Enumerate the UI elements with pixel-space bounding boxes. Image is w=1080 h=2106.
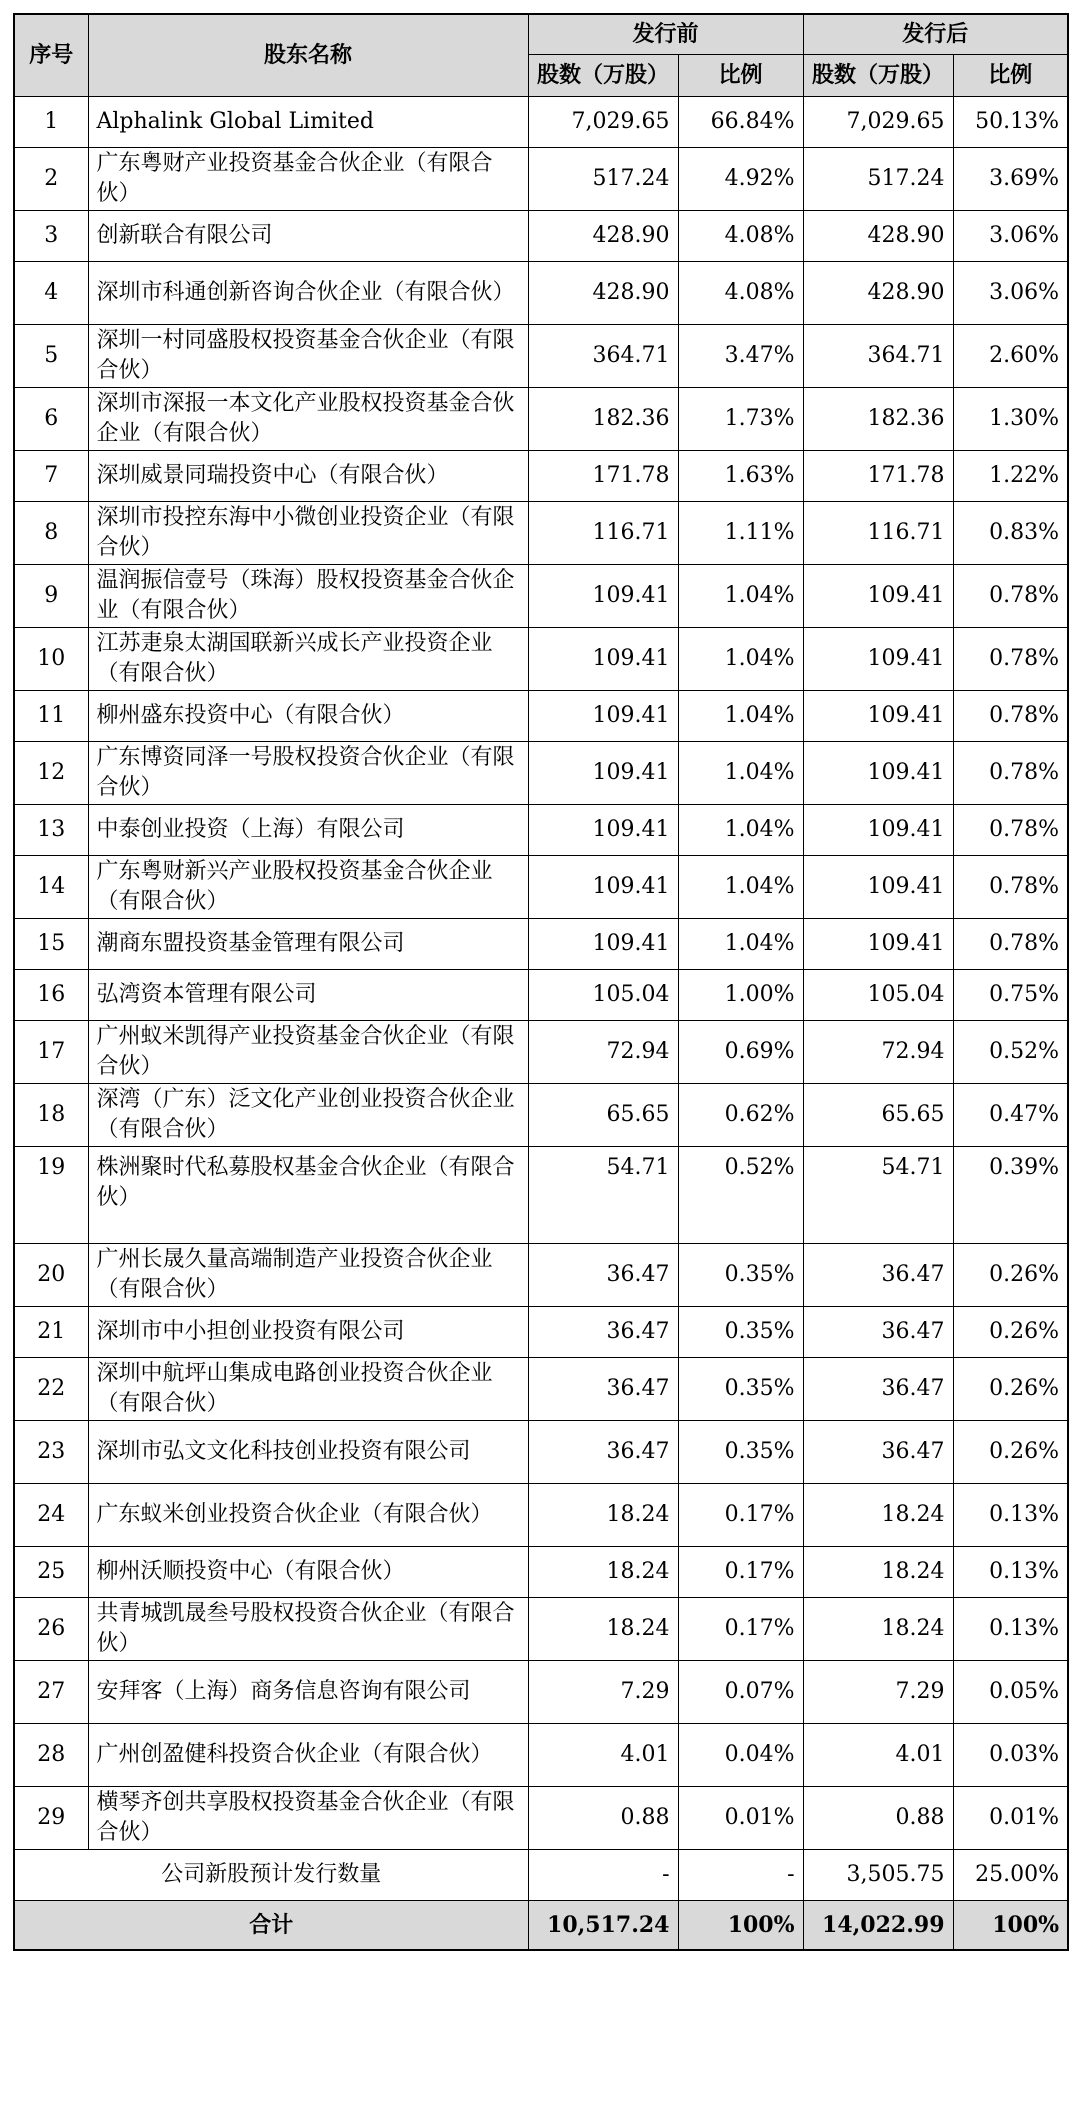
table-row (14, 690, 1068, 741)
table-row (14, 1243, 1068, 1306)
shareholder-name: 深圳市中小担创业投资有限公司 (88, 1306, 528, 1357)
header-name: 股东名称 (88, 14, 528, 96)
after-ratio: 0.75% (953, 969, 1068, 1020)
after-ratio: 0.39% (953, 1146, 1068, 1243)
after-ratio: 2.60% (953, 324, 1068, 387)
before-shares: 109.41 (528, 564, 678, 627)
before-ratio: 0.07% (678, 1660, 803, 1723)
shareholder-name: 深圳威景同瑞投资中心（有限合伙） (88, 450, 528, 501)
row-number: 2 (14, 147, 88, 210)
after-ratio: 3.06% (953, 210, 1068, 261)
before-ratio: 1.04% (678, 690, 803, 741)
before-shares: 364.71 (528, 324, 678, 387)
row-number: 22 (14, 1357, 88, 1420)
after-shares: 116.71 (803, 501, 953, 564)
before-shares: 109.41 (528, 627, 678, 690)
row-number: 24 (14, 1483, 88, 1546)
after-ratio: 0.13% (953, 1483, 1068, 1546)
before-ratio: 66.84% (678, 96, 803, 147)
after-shares: 7.29 (803, 1660, 953, 1723)
after-ratio: 0.26% (953, 1306, 1068, 1357)
before-ratio: 4.08% (678, 261, 803, 324)
shareholder-name: 深圳市科通创新咨询合伙企业（有限合伙） (88, 261, 528, 324)
before-shares: 182.36 (528, 387, 678, 450)
total-after-ratio: 100% (953, 1900, 1068, 1950)
table-body (14, 96, 1068, 1849)
before-ratio: 1.11% (678, 501, 803, 564)
shareholder-name: 广东蚁米创业投资合伙企业（有限合伙） (88, 1483, 528, 1546)
shareholder-name: 深湾（广东）泛文化产业创业投资合伙企业（有限合伙） (88, 1083, 528, 1146)
table-row (14, 96, 1068, 147)
shareholder-name: 深圳市弘文文化科技创业投资有限公司 (88, 1420, 528, 1483)
after-ratio: 1.22% (953, 450, 1068, 501)
after-ratio: 0.26% (953, 1357, 1068, 1420)
table-row (14, 324, 1068, 387)
after-ratio: 0.26% (953, 1243, 1068, 1306)
after-shares: 36.47 (803, 1420, 953, 1483)
after-shares: 109.41 (803, 855, 953, 918)
row-number: 28 (14, 1723, 88, 1786)
shareholder-name: 广州长晟久量高端制造产业投资合伙企业（有限合伙） (88, 1243, 528, 1306)
after-ratio: 0.78% (953, 855, 1068, 918)
after-shares: 54.71 (803, 1146, 953, 1243)
shareholder-name: 广东粤财产业投资基金合伙企业（有限合伙） (88, 147, 528, 210)
after-ratio: 0.78% (953, 627, 1068, 690)
before-ratio: 0.62% (678, 1083, 803, 1146)
before-shares: 109.41 (528, 918, 678, 969)
before-shares: 18.24 (528, 1483, 678, 1546)
total-before-ratio: 100% (678, 1900, 803, 1950)
after-shares: 109.41 (803, 741, 953, 804)
shareholder-name: 柳州沃顺投资中心（有限合伙） (88, 1546, 528, 1597)
after-ratio: 0.83% (953, 501, 1068, 564)
header-before-shares: 股数（万股） (528, 54, 678, 96)
shareholder-name: 安拜客（上海）商务信息咨询有限公司 (88, 1660, 528, 1723)
before-shares: 36.47 (528, 1420, 678, 1483)
before-shares: 54.71 (528, 1146, 678, 1243)
after-ratio: 0.47% (953, 1083, 1068, 1146)
row-number: 12 (14, 741, 88, 804)
after-shares: 72.94 (803, 1020, 953, 1083)
before-shares: 36.47 (528, 1357, 678, 1420)
after-ratio: 0.13% (953, 1546, 1068, 1597)
new-shares-label: 公司新股预计发行数量 (14, 1849, 528, 1900)
before-shares: 109.41 (528, 804, 678, 855)
new-shares-after-ratio: 25.00% (953, 1849, 1068, 1900)
shareholder-name: 深圳市投控东海中小微创业投资企业（有限合伙） (88, 501, 528, 564)
shareholder-name: 中泰创业投资（上海）有限公司 (88, 804, 528, 855)
new-shares-before-shares: - (528, 1849, 678, 1900)
before-shares: 65.65 (528, 1083, 678, 1146)
table-row (14, 1083, 1068, 1146)
after-shares: 428.90 (803, 261, 953, 324)
before-shares: 18.24 (528, 1546, 678, 1597)
after-ratio: 0.26% (953, 1420, 1068, 1483)
after-shares: 105.04 (803, 969, 953, 1020)
table-row (14, 1020, 1068, 1083)
shareholder-name: 弘湾资本管理有限公司 (88, 969, 528, 1020)
after-shares: 65.65 (803, 1083, 953, 1146)
after-shares: 18.24 (803, 1483, 953, 1546)
after-shares: 36.47 (803, 1306, 953, 1357)
before-ratio: 0.35% (678, 1243, 803, 1306)
before-shares: 116.71 (528, 501, 678, 564)
shareholder-name: 广东粤财新兴产业股权投资基金合伙企业（有限合伙） (88, 855, 528, 918)
row-number: 25 (14, 1546, 88, 1597)
table-row (14, 501, 1068, 564)
table-row (14, 855, 1068, 918)
row-number: 20 (14, 1243, 88, 1306)
before-shares: 0.88 (528, 1786, 678, 1849)
shareholder-name: 温润振信壹号（珠海）股权投资基金合伙企业（有限合伙） (88, 564, 528, 627)
before-shares: 428.90 (528, 210, 678, 261)
after-shares: 0.88 (803, 1786, 953, 1849)
after-shares: 109.41 (803, 804, 953, 855)
after-ratio: 50.13% (953, 96, 1068, 147)
before-ratio: 0.17% (678, 1483, 803, 1546)
row-number: 15 (14, 918, 88, 969)
new-shares-after-shares: 3,505.75 (803, 1849, 953, 1900)
before-ratio: 1.04% (678, 855, 803, 918)
row-number: 1 (14, 96, 88, 147)
after-shares: 18.24 (803, 1597, 953, 1660)
before-ratio: 4.92% (678, 147, 803, 210)
table-row (14, 1146, 1068, 1243)
before-shares: 72.94 (528, 1020, 678, 1083)
row-number: 4 (14, 261, 88, 324)
table-row (14, 741, 1068, 804)
before-shares: 7,029.65 (528, 96, 678, 147)
after-shares: 18.24 (803, 1546, 953, 1597)
before-ratio: 0.04% (678, 1723, 803, 1786)
total-label: 合计 (14, 1900, 528, 1950)
row-number: 26 (14, 1597, 88, 1660)
shareholder-name: 柳州盛东投资中心（有限合伙） (88, 690, 528, 741)
before-shares: 171.78 (528, 450, 678, 501)
before-ratio: 1.04% (678, 627, 803, 690)
row-number: 13 (14, 804, 88, 855)
after-shares: 109.41 (803, 918, 953, 969)
row-number: 11 (14, 690, 88, 741)
table-row (14, 1660, 1068, 1723)
before-ratio: 1.00% (678, 969, 803, 1020)
row-number: 16 (14, 969, 88, 1020)
row-number: 21 (14, 1306, 88, 1357)
before-shares: 109.41 (528, 741, 678, 804)
table-row (14, 627, 1068, 690)
shareholder-table (13, 13, 1069, 1951)
after-ratio: 1.30% (953, 387, 1068, 450)
before-shares: 428.90 (528, 261, 678, 324)
shareholder-name: 深圳中航坪山集成电路创业投资合伙企业（有限合伙） (88, 1357, 528, 1420)
total-after-shares: 14,022.99 (803, 1900, 953, 1950)
after-ratio: 0.78% (953, 564, 1068, 627)
before-ratio: 4.08% (678, 210, 803, 261)
shareholder-name: 广东博资同泽一号股权投资合伙企业（有限合伙） (88, 741, 528, 804)
before-ratio: 1.04% (678, 741, 803, 804)
shareholder-name: 创新联合有限公司 (88, 210, 528, 261)
before-shares: 7.29 (528, 1660, 678, 1723)
total-before-shares: 10,517.24 (528, 1900, 678, 1950)
row-number: 6 (14, 387, 88, 450)
after-shares: 109.41 (803, 564, 953, 627)
before-shares: 105.04 (528, 969, 678, 1020)
header-after: 发行后 (803, 14, 1068, 54)
before-ratio: 0.35% (678, 1420, 803, 1483)
before-ratio: 1.04% (678, 804, 803, 855)
table-row (14, 1483, 1068, 1546)
row-number: 17 (14, 1020, 88, 1083)
after-shares: 36.47 (803, 1357, 953, 1420)
row-number: 7 (14, 450, 88, 501)
after-shares: 171.78 (803, 450, 953, 501)
header-after-shares: 股数（万股） (803, 54, 953, 96)
table-row (14, 210, 1068, 261)
shareholder-name: 潮商东盟投资基金管理有限公司 (88, 918, 528, 969)
before-ratio: 1.63% (678, 450, 803, 501)
before-shares: 109.41 (528, 855, 678, 918)
after-shares: 109.41 (803, 627, 953, 690)
row-number: 19 (14, 1146, 88, 1243)
before-shares: 109.41 (528, 690, 678, 741)
shareholder-name: 横琴齐创共享股权投资基金合伙企业（有限合伙） (88, 1786, 528, 1849)
shareholder-name: Alphalink Global Limited (88, 96, 528, 147)
row-number: 23 (14, 1420, 88, 1483)
row-number: 14 (14, 855, 88, 918)
after-shares: 4.01 (803, 1723, 953, 1786)
before-ratio: 0.52% (678, 1146, 803, 1243)
shareholder-name: 广州创盈健科投资合伙企业（有限合伙） (88, 1723, 528, 1786)
table-row (14, 564, 1068, 627)
before-shares: 517.24 (528, 147, 678, 210)
header-after-ratio: 比例 (953, 54, 1068, 96)
after-shares: 364.71 (803, 324, 953, 387)
shareholder-name: 深圳市深报一本文化产业股权投资基金合伙企业（有限合伙） (88, 387, 528, 450)
before-ratio: 1.04% (678, 564, 803, 627)
shareholder-name: 广州蚁米凯得产业投资基金合伙企业（有限合伙） (88, 1020, 528, 1083)
before-shares: 4.01 (528, 1723, 678, 1786)
after-ratio: 0.78% (953, 804, 1068, 855)
before-ratio: 0.01% (678, 1786, 803, 1849)
row-number: 3 (14, 210, 88, 261)
row-number: 18 (14, 1083, 88, 1146)
before-shares: 18.24 (528, 1597, 678, 1660)
before-ratio: 0.17% (678, 1597, 803, 1660)
after-ratio: 0.78% (953, 690, 1068, 741)
table-row (14, 261, 1068, 324)
before-ratio: 0.69% (678, 1020, 803, 1083)
table-row (14, 804, 1068, 855)
after-ratio: 0.05% (953, 1660, 1068, 1723)
after-shares: 517.24 (803, 147, 953, 210)
shareholder-name: 共青城凯晟叁号股权投资合伙企业（有限合伙） (88, 1597, 528, 1660)
row-number: 5 (14, 324, 88, 387)
table-row (14, 1357, 1068, 1420)
after-shares: 182.36 (803, 387, 953, 450)
total-row (14, 1900, 1068, 1950)
row-number: 27 (14, 1660, 88, 1723)
after-ratio: 0.13% (953, 1597, 1068, 1660)
before-ratio: 0.17% (678, 1546, 803, 1597)
table-row (14, 450, 1068, 501)
row-number: 10 (14, 627, 88, 690)
after-shares: 428.90 (803, 210, 953, 261)
table-row (14, 1546, 1068, 1597)
shareholder-name: 江苏疌泉太湖国联新兴成长产业投资企业（有限合伙） (88, 627, 528, 690)
table-row (14, 918, 1068, 969)
after-ratio: 0.03% (953, 1723, 1068, 1786)
after-shares: 36.47 (803, 1243, 953, 1306)
before-ratio: 3.47% (678, 324, 803, 387)
shareholder-name: 深圳一村同盛股权投资基金合伙企业（有限合伙） (88, 324, 528, 387)
after-ratio: 0.78% (953, 918, 1068, 969)
before-shares: 36.47 (528, 1306, 678, 1357)
table-row (14, 969, 1068, 1020)
after-ratio: 0.78% (953, 741, 1068, 804)
header-before-ratio: 比例 (678, 54, 803, 96)
after-ratio: 3.69% (953, 147, 1068, 210)
new-shares-before-ratio: - (678, 1849, 803, 1900)
table-row (14, 1306, 1068, 1357)
before-ratio: 0.35% (678, 1306, 803, 1357)
header-before: 发行前 (528, 14, 803, 54)
before-ratio: 1.04% (678, 918, 803, 969)
row-number: 8 (14, 501, 88, 564)
new-shares-row (14, 1849, 1068, 1900)
table-row (14, 1786, 1068, 1849)
table-row (14, 1723, 1068, 1786)
header-seq: 序号 (14, 14, 88, 96)
before-ratio: 0.35% (678, 1357, 803, 1420)
table-row (14, 1420, 1068, 1483)
after-ratio: 0.01% (953, 1786, 1068, 1849)
row-number: 9 (14, 564, 88, 627)
table-row (14, 1597, 1068, 1660)
after-shares: 109.41 (803, 690, 953, 741)
table-row (14, 387, 1068, 450)
after-shares: 7,029.65 (803, 96, 953, 147)
table-row (14, 147, 1068, 210)
before-shares: 36.47 (528, 1243, 678, 1306)
shareholder-name: 株洲聚时代私募股权基金合伙企业（有限合伙） (88, 1146, 528, 1243)
row-number: 29 (14, 1786, 88, 1849)
after-ratio: 3.06% (953, 261, 1068, 324)
before-ratio: 1.73% (678, 387, 803, 450)
after-ratio: 0.52% (953, 1020, 1068, 1083)
